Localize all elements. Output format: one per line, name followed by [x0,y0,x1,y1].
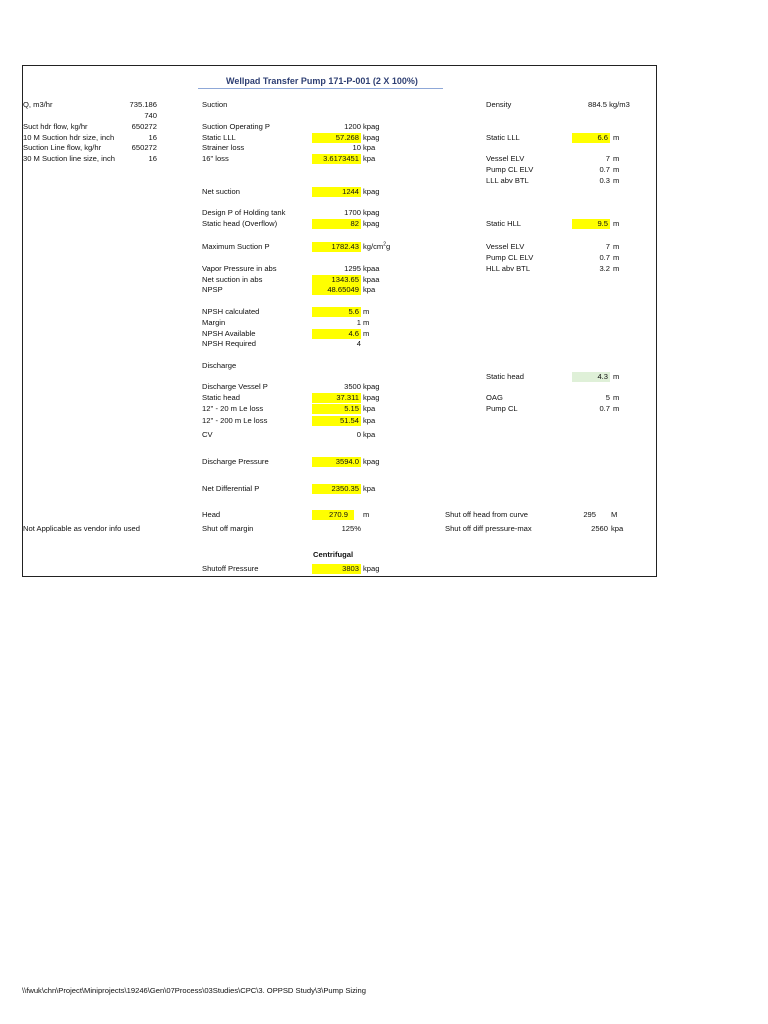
discharge-pressure-label: Discharge Pressure [202,457,269,466]
right-static-head-label: Static head [486,372,524,381]
pump-cl-value: 0.7 [599,404,610,413]
centrifugal-label: Centrifugal [313,550,354,559]
head-unit: m [363,510,370,519]
net-suction-abs-label: Net suction in abs [202,275,263,284]
shutoff-head-value: 295 [583,510,596,519]
npsh-calc-unit: m [363,307,370,316]
discharge-pressure-unit: kpag [363,457,380,466]
net-suction-value: 1244 [312,187,361,197]
npsh-avail-value: 4.6 [312,329,361,339]
shutoff-pressure-label: Shutoff Pressure [202,564,259,573]
npsh-calc-value: 5.6 [312,307,361,317]
right-static-head-unit: m [613,372,620,381]
cv-value: 0 [356,430,361,439]
vessel-elv-2-unit: m [613,242,620,251]
strainer-loss-unit: kpa [363,143,376,152]
margin-value: 1 [356,318,361,327]
shutoff-margin-label: Shut off margin [202,524,254,533]
static-head-overflow-value: 82 [312,219,361,229]
shutoff-margin-value: 125% [341,524,361,533]
left-label-suction-line-flow: Suction Line flow, kg/hr [23,143,102,152]
suction-header: Suction [202,100,228,109]
left-value-suct-hdr-flow: 650272 [131,122,157,131]
loss-12-20-unit: kpa [363,404,376,413]
static-head-overflow-unit: kpag [363,219,380,228]
head-value: 270.9 [312,510,354,520]
sheet-title: Wellpad Transfer Pump 171-P-001 (2 X 100%) [226,76,418,86]
loss-12-200-value: 51.54 [312,416,361,426]
npsh-req-value: 4 [356,339,361,348]
vessel-elv-1-value: 7 [605,154,610,163]
title-underline [198,88,443,89]
margin-label: Margin [202,318,226,327]
vapor-pressure-label: Vapor Pressure in abs [202,264,277,273]
npsh-calc-label: NPSH calculated [202,307,260,316]
lll-abv-btl-value: 0.3 [599,176,610,185]
oag-unit: m [613,393,620,402]
net-suction-label: Net suction [202,187,240,196]
pump-cl-unit: m [613,404,620,413]
shutoff-pressure-value: 3803 [312,564,361,574]
oag-value: 5 [605,393,610,402]
pump-cl-label: Pump CL [486,404,518,413]
left-value-q2: 740 [144,111,157,120]
npsp-unit: kpa [363,285,376,294]
vapor-pressure-unit: kpaa [363,264,380,273]
discharge-vessel-p-label: Discharge Vessel P [202,382,268,391]
design-p-value: 1700 [344,208,361,217]
left-value-suct-hdr-size: 16 [148,133,157,142]
net-diff-p-unit: kpa [363,484,376,493]
shutoff-head-unit: M [611,510,618,519]
cv-unit: kpa [363,430,376,439]
lll-abv-btl-label: LLL abv BTL [486,176,529,185]
net-diff-p-value: 2350.35 [312,484,361,494]
loss-16-label: 16" loss [202,154,229,163]
design-p-unit: kpag [363,208,380,217]
left-label-q: Q, m3/hr [23,100,53,109]
pump-cl-elv-1-unit: m [613,165,620,174]
left-value-q: 735.186 [129,100,157,109]
right-static-head-value: 4.3 [572,372,610,382]
left-note: Not Applicable as vendor info used [23,524,140,533]
npsh-req-label: NPSH Required [202,339,257,348]
static-head-unit: kpag [363,393,380,402]
right-static-lll-label: Static LLL [486,133,520,142]
npsp-value: 48.65049 [312,285,361,295]
net-suction-abs-unit: kpaa [363,275,380,284]
static-head-overflow-label: Static head (Overflow) [202,219,278,228]
pump-cl-elv-2-unit: m [613,253,620,262]
shutoff-head-label: Shut off head from curve [445,510,529,519]
static-lll-value: 57.268 [312,133,361,143]
max-suction-p-label: Maximum Suction P [202,242,270,251]
static-head-value: 37.311 [312,393,361,403]
density-label: Density [486,100,512,109]
loss-12-200-label: 12'' - 200 m Le loss [202,416,268,425]
hll-abv-btl-label: HLL abv BTL [486,264,531,273]
shutoff-pressure-unit: kpag [363,564,380,573]
margin-unit: m [363,318,370,327]
static-lll-unit: kpag [363,133,380,142]
max-suction-p-unit: $kg/cm^2g$ [363,241,391,251]
density-value: 884.5 kg/m3 [588,100,630,109]
pump-cl-elv-2-value: 0.7 [599,253,610,262]
hll-abv-btl-unit: m [613,264,620,273]
npsh-avail-label: NPSH Available [202,329,256,338]
cv-label: CV [202,430,213,439]
hll-abv-btl-value: 3.2 [599,264,610,273]
left-label-suct-hdr-flow: Suct hdr flow, kg/hr [23,122,88,131]
lll-abv-btl-unit: m [613,176,620,185]
loss-16-value: 3.6173451 [312,154,361,164]
max-suction-p-value: 1782.43 [312,242,361,252]
pump-cl-elv-1-value: 0.7 [599,165,610,174]
right-static-lll-value: 6.6 [572,133,610,143]
vapor-pressure-value: 1295 [344,264,361,273]
left-value-suction-line-flow: 650272 [131,143,157,152]
oag-label: OAG [486,393,503,402]
loss-16-unit: kpa [363,154,376,163]
footer-file-path: \\fwuk\chn\Project\Miniprojects\19246\Gen\07Process\03Studies\CPC\3. OPPSD Study\3\Pump Sizing [22,986,366,995]
shutoff-diff-value: 2560 [591,524,608,533]
static-head-label: Static head [202,393,240,402]
discharge-header: Discharge [202,361,237,370]
loss-12-20-label: 12'' - 20 m Le loss [202,404,264,413]
static-hll-unit: m [613,219,620,228]
pump-cl-elv-2-label: Pump CL ELV [486,253,534,262]
strainer-loss-value: 10 [352,143,361,152]
design-p-label: Design P of Holding tank [202,208,286,217]
static-hll-label: Static HLL [486,219,522,228]
static-hll-value: 9.5 [572,219,610,229]
net-suction-abs-value: 1343.65 [312,275,361,285]
left-value-suction-line-size: 16 [148,154,157,163]
net-diff-p-label: Net Differential P [202,484,260,493]
right-static-lll-unit: m [613,133,620,142]
shutoff-diff-unit: kpa [611,524,624,533]
left-label-suct-hdr-size: 10 M Suction hdr size, inch [23,133,115,142]
suction-operating-p-value: 1200 [344,122,361,131]
discharge-vessel-p-unit: kpag [363,382,380,391]
loss-12-200-unit: kpa [363,416,376,425]
loss-12-20-value: 5.15 [312,404,361,414]
vessel-elv-2-value: 7 [605,242,610,251]
discharge-vessel-p-value: 3500 [344,382,361,391]
vessel-elv-1-label: Vessel ELV [486,154,525,163]
npsh-avail-unit: m [363,329,370,338]
npsp-label: NPSP [202,285,223,294]
net-suction-unit: kpag [363,187,380,196]
suction-operating-p-label: Suction Operating P [202,122,270,131]
strainer-loss-label: Strainer loss [202,143,245,152]
shutoff-diff-label: Shut off diff pressure-max [445,524,532,533]
vessel-elv-2-label: Vessel ELV [486,242,525,251]
discharge-pressure-value: 3594.0 [312,457,361,467]
suction-operating-p-unit: kpag [363,122,380,131]
vessel-elv-1-unit: m [613,154,620,163]
head-label: Head [202,510,221,519]
static-lll-label: Static LLL [202,133,236,142]
left-label-suction-line-size: 30 M Suction line size, inch [23,154,116,163]
pump-cl-elv-1-label: Pump CL ELV [486,165,534,174]
